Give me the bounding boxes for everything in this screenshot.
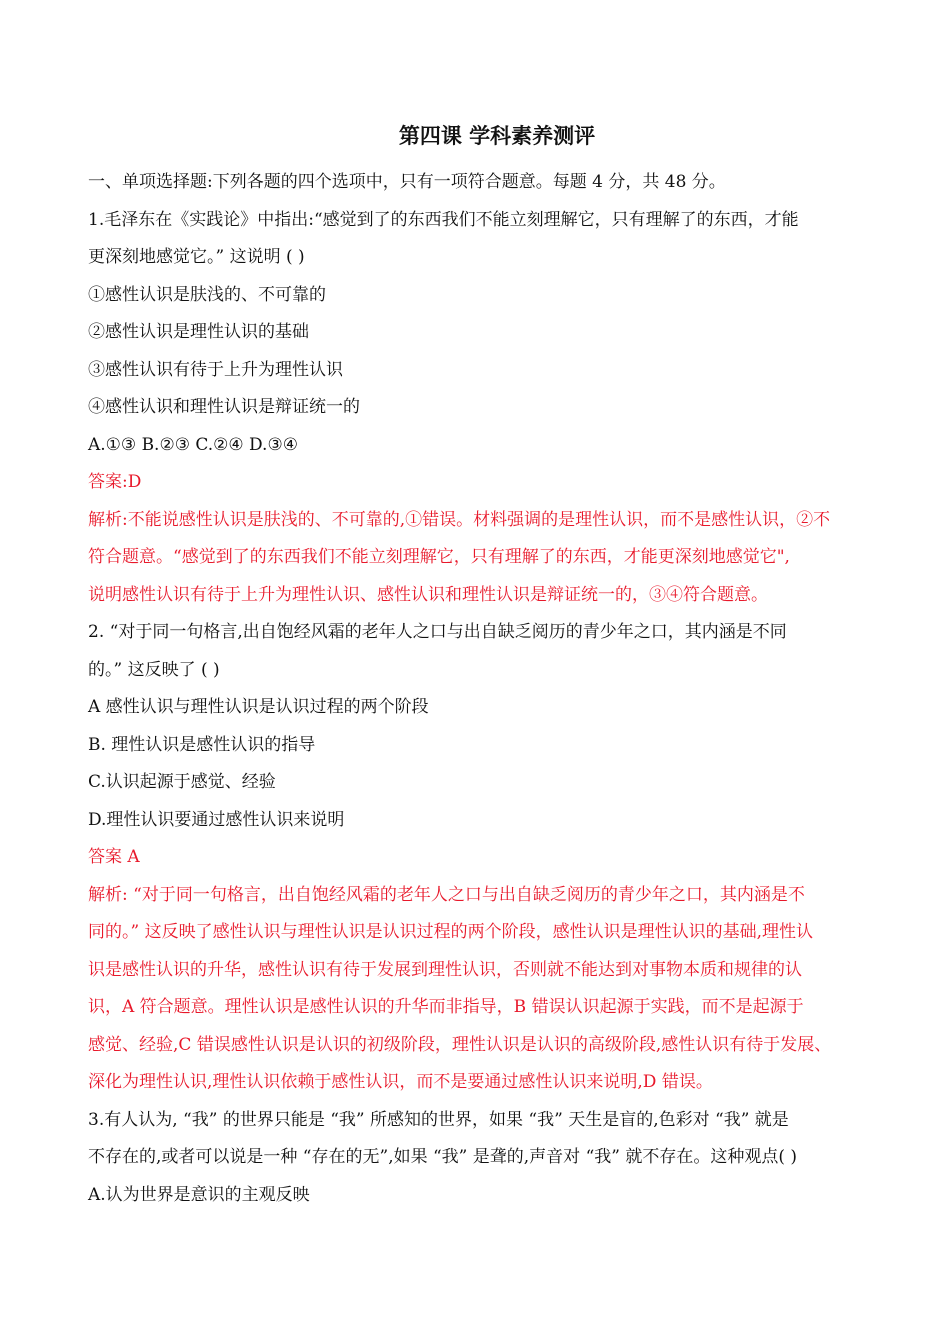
q2-option: A 感性认识与理性认识是认识过程的两个阶段 bbox=[88, 697, 429, 717]
q2-analysis-line: 解析: “对于同一句格言，出自饱经风霜的老年人之口与出自缺乏阅历的青少年之口，其内涵是不 bbox=[88, 884, 805, 905]
q1-analysis-line: 符合题意。“感觉到了的东西我们不能立刻理解它，只有理解了的东西，才能更深刻地感觉它", bbox=[88, 547, 790, 567]
q1-stem-line: 更深刻地感觉它。” 这说明 ( ) bbox=[88, 247, 305, 267]
q3-stem-line: 不存在的,或者可以说是一种 “存在的无”,如果 “我” 是聋的,声音对 “我” 就不存在。这种观点( ) bbox=[88, 1147, 798, 1167]
section-heading: 一、单项选择题:下列各题的四个选项中，只有一项符合题意。每题 4 分，共 48 分。 bbox=[88, 172, 726, 192]
q1-options: A.①③ B.②③ C.②④ D.③④ bbox=[88, 434, 298, 455]
q2-analysis-line: 同的。” 这反映了感性认识与理性认识是认识过程的两个阶段，感性认识是理性认识的基础,理性认 bbox=[88, 922, 813, 942]
q2-analysis-line: 感觉、经验,C 错误感性认识是认识的初级阶段，理性认识是认识的高级阶段,感性认识有待于发展、 bbox=[88, 1034, 832, 1055]
q2-option: D.理性认识要通过感性认识来说明 bbox=[88, 809, 345, 830]
q2-analysis-line: 深化为理性认识,理性认识依赖于感性认识，而不是要通过感性认识来说明,D 错误。 bbox=[88, 1072, 713, 1092]
q1-answer: 答案:D bbox=[88, 472, 142, 492]
document-page bbox=[88, 118, 898, 1214]
q2-stem-line: 的。” 这反映了 ( ) bbox=[88, 659, 220, 680]
q1-item: ①感性认识是肤浅的、不可靠的 bbox=[88, 284, 326, 305]
q1-item: ④感性认识和理性认识是辩证统一的 bbox=[88, 397, 360, 417]
q2-option: B. 理性认识是感性认识的指导 bbox=[88, 734, 316, 755]
q1-analysis-line: 说明感性认识有待于上升为理性认识、感性认识和理性认识是辩证统一的，③④符合题意。 bbox=[88, 584, 768, 605]
q1-item: ③感性认识有待于上升为理性认识 bbox=[88, 359, 343, 380]
q1-stem-line: 1.毛泽东在《实践论》中指出:“感觉到了的东西我们不能立刻理解它，只有理解了的东西，才能 bbox=[88, 209, 799, 230]
q2-option: C.认识起源于感觉、经验 bbox=[88, 772, 276, 792]
q3-stem-line: 3.有人认为, “我” 的世界只能是 “我” 所感知的世界，如果 “我” 天生是盲的,色彩对 “我” 就是 bbox=[88, 1109, 789, 1130]
q3-option: A.认为世界是意识的主观反映 bbox=[88, 1184, 310, 1205]
q2-answer: 答案 A bbox=[88, 847, 140, 867]
q2-stem-line: 2. “对于同一句格言,出自饱经风霜的老年人之口与出自缺乏阅历的青少年之口，其内涵是不同 bbox=[88, 622, 787, 642]
q2-analysis-line: 识，A 符合题意。理性认识是感性认识的升华而非指导，B 错误认识起源于实践，而不是起源于 bbox=[88, 997, 804, 1017]
q2-analysis-line: 识是感性认识的升华，感性认识有待于发展到理性认识，否则就不能达到对事物本质和规律的认 bbox=[88, 959, 802, 980]
page-title: 第四课 学科素养测评 bbox=[398, 123, 596, 148]
q1-analysis-line: 解析:不能说感性认识是肤浅的、不可靠的,①错误。材料强调的是理性认识，而不是感性认识，②不 bbox=[88, 509, 831, 530]
q1-item: ②感性认识是理性认识的基础 bbox=[88, 322, 309, 342]
